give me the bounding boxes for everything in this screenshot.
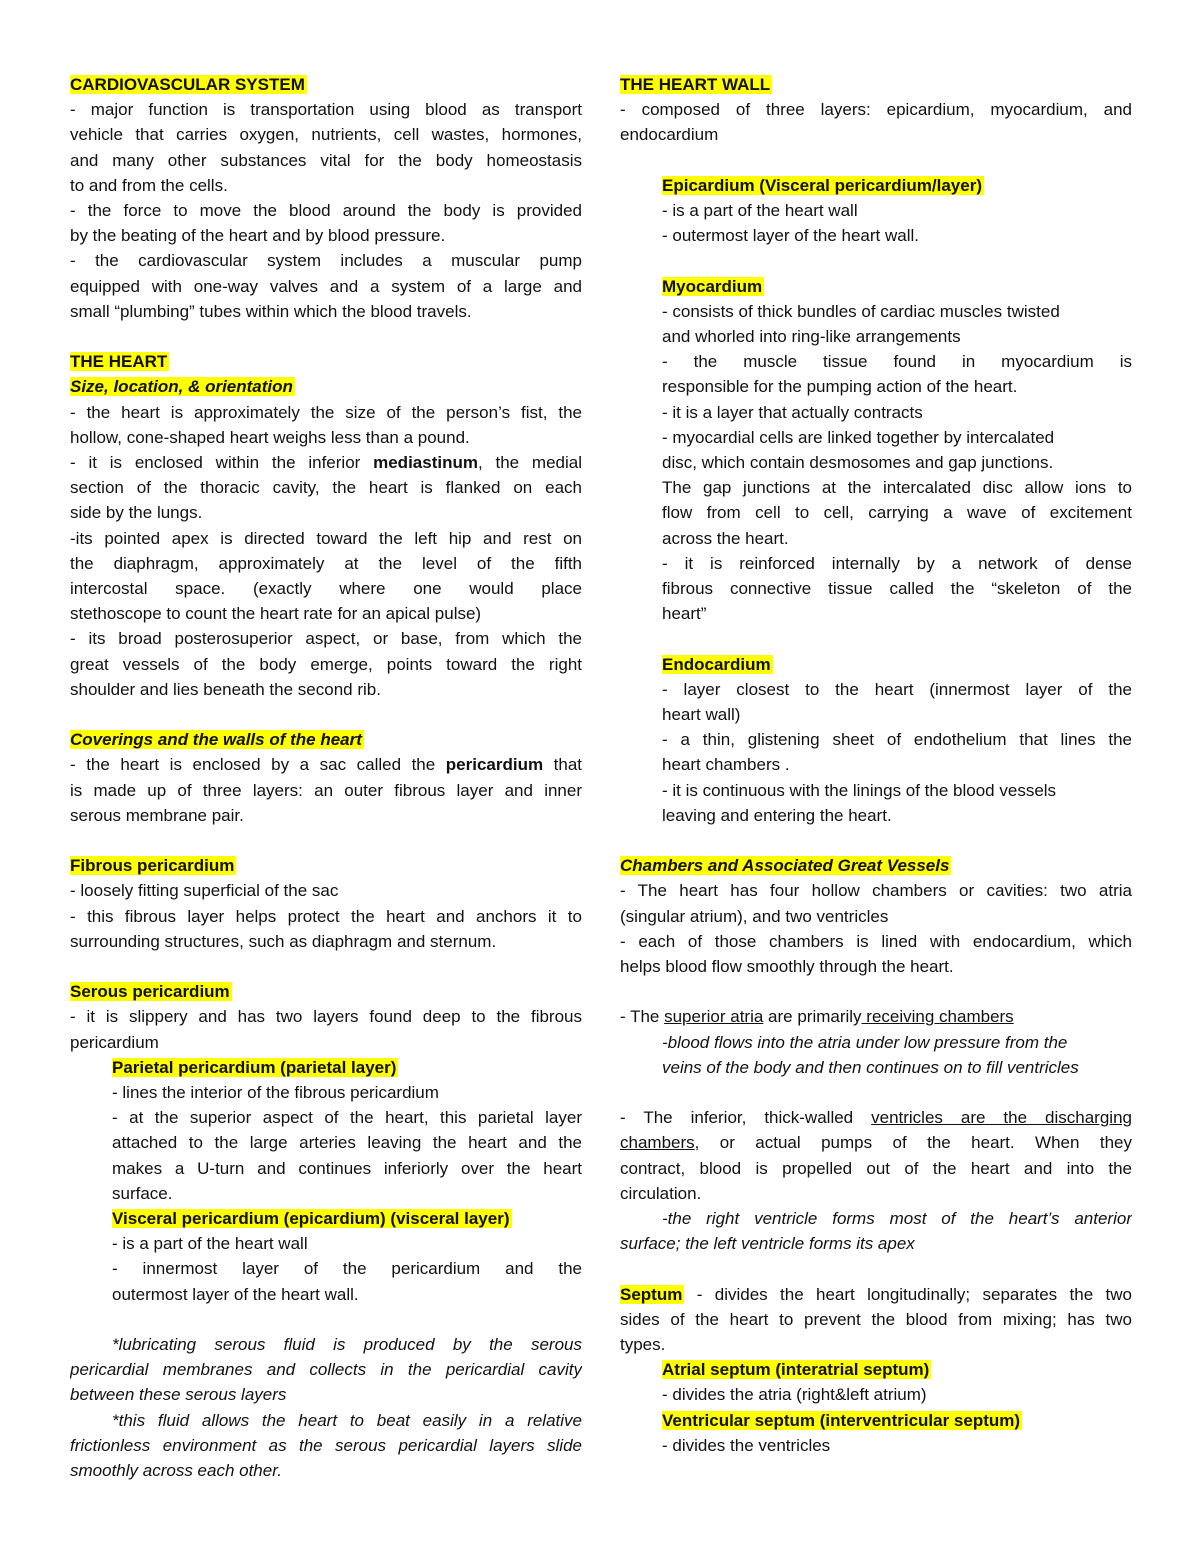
coverings-heading: Coverings and the walls of the heart: [70, 730, 362, 750]
text-line: - is a part of the heart wall: [662, 201, 858, 220]
text-line: endocardium: [620, 125, 719, 145]
text-line: - its broad posterosuperior aspect, or base, from which the: [70, 629, 582, 649]
text-line: section of the thoracic cavity, the heart is flanked on each: [70, 478, 582, 498]
note-line: -the right ventricle forms most of the heart’s anterior: [662, 1209, 1132, 1229]
atrial-septum-heading: Atrial septum (interatrial septum): [662, 1360, 930, 1380]
note-line: -blood flows into the atria under low pressure from the: [662, 1032, 1068, 1052]
text-line: - layer closest to the heart (innermost layer of the: [662, 679, 1132, 699]
text-line: fibrous connective tissue called the “skeleton of the: [662, 579, 1132, 599]
the-heart-heading: THE HEART: [70, 352, 168, 372]
note-line: *lubricating serous fluid is produced by the serous: [112, 1335, 582, 1355]
text-line: - the heart is approximately the size of the person’s fist, the: [70, 402, 582, 422]
text-line: stethoscope to count the heart rate for an apical pulse): [70, 604, 482, 624]
text-line: - lines the interior of the fibrous pericardium: [112, 1083, 439, 1103]
text-line: outermost layer of the heart wall.: [112, 1284, 359, 1304]
text-line: - each of those chambers is lined with endocardium, which: [620, 931, 1132, 951]
left-column: [70, 72, 582, 1483]
text-line: - this fibrous layer helps protect the heart and anchors it to: [70, 906, 582, 926]
text-line: Septum - divides the heart longitudinally; separates the two: [620, 1284, 1132, 1304]
myocardium-heading: Myocardium: [662, 276, 763, 296]
text-line: - The superior atria are primarily receiving chambers: [620, 1007, 1014, 1027]
text-line: attached to the large arteries leaving the heart and the: [112, 1133, 582, 1153]
ventricular-septum-heading: Ventricular septum (interventricular septum): [662, 1410, 1021, 1430]
text-line: great vessels of the body emerge, points toward the right: [70, 654, 582, 674]
text-line: - it is a layer that actually contracts: [662, 402, 923, 422]
text-line: heart chambers .: [662, 755, 790, 775]
note-line: frictionless environment as the serous pericardial layers slide: [70, 1435, 582, 1455]
heart-wall-heading: THE HEART WALL: [620, 75, 771, 94]
septum-heading: Septum: [620, 1284, 683, 1304]
endocardium-heading: Endocardium: [662, 654, 771, 674]
text-line: surrounding structures, such as diaphragm and sternum.: [70, 931, 497, 951]
text-line: helps blood flow smoothly through the heart.: [620, 957, 954, 977]
text-line: serous membrane pair.: [70, 805, 244, 825]
text-line: small “plumbing” tubes within which the blood travels.: [70, 301, 472, 321]
text-line: sides of the heart to prevent the blood from mixing; has two: [620, 1309, 1132, 1329]
text-line: contract, blood is propelled out of the heart and into the: [620, 1158, 1132, 1178]
text-line: - the heart is enclosed by a sac called the pericardium that: [70, 755, 582, 775]
text-line: - the muscle tissue found in myocardium is: [662, 352, 1132, 372]
text-line: vehicle that carries oxygen, nutrients, cell wastes, hormones,: [70, 125, 582, 145]
text-line: chambers, or actual pumps of the heart. When they: [620, 1133, 1132, 1153]
note-line: pericardial membranes and collects in the pericardial cavity: [70, 1360, 582, 1380]
text-line: - it is continuous with the linings of the blood vessels: [662, 780, 1057, 800]
text-line: the diaphragm, approximately at the level of the fifth: [70, 553, 582, 573]
text-line: - it is slippery and has two layers found deep to the fibrous: [70, 1007, 582, 1027]
text-line: - The heart has four hollow chambers or cavities: two atria: [620, 881, 1132, 901]
text-line: types.: [620, 1335, 666, 1355]
text-line: shoulder and lies beneath the second rib.: [70, 679, 381, 699]
text-line: and whorled into ring-like arrangements: [662, 327, 961, 346]
serous-pericardium-heading: Serous pericardium: [70, 982, 230, 1002]
text-line: leaving and entering the heart.: [662, 805, 892, 825]
text-line: - major function is transportation using blood as transport: [70, 100, 582, 120]
text-line: - a thin, glistening sheet of endothelium that lines the: [662, 730, 1132, 750]
text-line: - at the superior aspect of the heart, this parietal layer: [112, 1108, 582, 1128]
text-line: -its pointed apex is directed toward the left hip and rest on: [70, 528, 582, 548]
right-column: [620, 72, 1132, 1458]
text-line: pericardium: [70, 1032, 159, 1052]
text-line: - composed of three layers: epicardium, myocardium, and: [620, 100, 1132, 120]
text-line: - the cardiovascular system includes a muscular pump: [70, 251, 582, 271]
note-line: veins of the body and then continues on to fill ventricles: [662, 1057, 1079, 1077]
chambers-heading: Chambers and Associated Great Vessels: [620, 856, 950, 876]
note-line: *this fluid allows the heart to beat easily in a relative: [112, 1410, 582, 1430]
note-line: between these serous layers: [70, 1385, 287, 1405]
text-line: intercostal space. (exactly where one would place: [70, 579, 582, 599]
text-line: makes a U-turn and continues inferiorly over the heart: [112, 1158, 582, 1178]
text-line: - the force to move the blood around the body is provided: [70, 201, 582, 221]
text-line: responsible for the pumping action of the heart.: [662, 377, 1018, 397]
text-line: across the heart.: [662, 528, 789, 548]
text-line: - outermost layer of the heart wall.: [662, 226, 920, 246]
text-line: circulation.: [620, 1183, 702, 1203]
text-line: to and from the cells.: [70, 175, 228, 195]
text-line: hollow, cone-shaped heart weighs less than a pound.: [70, 427, 470, 447]
text-line: - divides the ventricles: [662, 1435, 831, 1455]
text-line: - it is enclosed within the inferior mediastinum, the medial: [70, 453, 582, 473]
fibrous-pericardium-heading: Fibrous pericardium: [70, 856, 235, 876]
epicardium-heading: Epicardium (Visceral pericardium/layer): [662, 175, 982, 195]
cardiovascular-heading: CARDIOVASCULAR SYSTEM: [70, 75, 305, 94]
text-line: side by the lungs.: [70, 503, 203, 523]
mediastinum-term: mediastinum: [373, 453, 478, 473]
text-line: equipped with one-way valves and a system of a large and: [70, 276, 582, 296]
text-line: - loosely fitting superficial of the sac: [70, 881, 339, 901]
text-line: - The inferior, thick-walled ventricles are the discharging: [620, 1108, 1132, 1128]
parietal-pericardium-heading: Parietal pericardium (parietal layer): [112, 1057, 397, 1077]
pericardium-term: pericardium: [445, 755, 544, 775]
text-line: and many other substances vital for the body homeostasis: [70, 150, 582, 170]
note-line: surface; the left ventricle forms its apex: [620, 1234, 915, 1254]
text-line: - consists of thick bundles of cardiac muscles twisted: [662, 301, 1060, 321]
text-line: - myocardial cells are linked together by intercalated: [662, 427, 1055, 447]
text-line: - innermost layer of the pericardium and the: [112, 1259, 582, 1279]
text-line: (singular atrium), and two ventricles: [620, 906, 889, 926]
text-line: disc, which contain desmosomes and gap junctions.: [662, 453, 1054, 473]
text-line: heart wall): [662, 705, 741, 725]
text-line: flow from cell to cell, carrying a wave of excitement: [662, 503, 1132, 523]
note-line: smoothly across each other.: [70, 1461, 282, 1481]
text-line: is made up of three layers: an outer fibrous layer and inner: [70, 780, 582, 800]
text-line: The gap junctions at the intercalated disc allow ions to: [662, 478, 1132, 498]
text-line: - divides the atria (right&left atrium): [662, 1385, 927, 1405]
text-line: - it is reinforced internally by a network of dense: [662, 553, 1132, 573]
size-location-subheading: Size, location, & orientation: [70, 377, 293, 397]
text-line: surface.: [112, 1183, 173, 1203]
text-line: heart”: [662, 604, 707, 624]
visceral-pericardium-heading: Visceral pericardium (epicardium) (visceral layer): [112, 1209, 510, 1229]
text-line: by the beating of the heart and by blood pressure.: [70, 226, 446, 246]
text-line: - is a part of the heart wall: [112, 1234, 308, 1254]
